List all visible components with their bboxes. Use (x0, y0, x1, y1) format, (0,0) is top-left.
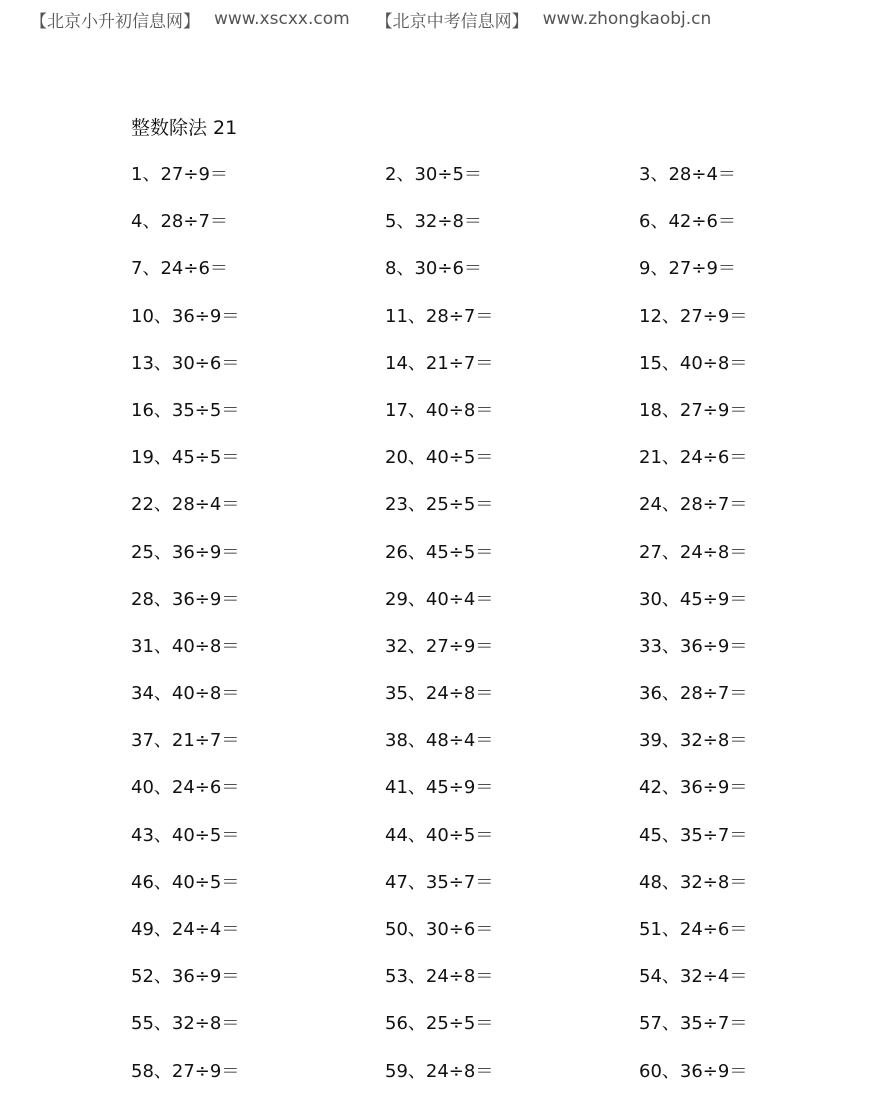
problem-item: 47、35÷7＝ (385, 871, 494, 893)
problem-item: 50、30÷6＝ (385, 919, 494, 940)
problem-item: 52、36÷9＝ (131, 966, 240, 988)
problem-item: 57、35÷7＝ (639, 1013, 748, 1035)
site2-url[interactable]: www.zhongkaobj.cn (542, 9, 712, 29)
problem-item: 19、45÷5＝ (131, 447, 240, 469)
problem-item: 48、32÷8＝ (639, 871, 748, 893)
site1-name: 【北京小升初信息网】 (30, 11, 200, 32)
problem-item: 4、28÷7＝ (131, 211, 228, 233)
problem-item: 28、36÷9＝ (131, 588, 240, 610)
worksheet-title: 整数除法 21 (131, 117, 238, 139)
problem-item: 21、24÷6＝ (639, 447, 748, 469)
page-header (30, 7, 889, 31)
problem-item: 18、27÷9＝ (639, 399, 748, 421)
problem-item: 36、28÷7＝ (639, 683, 748, 705)
problem-item: 35、24÷8＝ (385, 683, 494, 705)
problem-item: 22、28÷4＝ (131, 494, 240, 516)
problem-item: 55、32÷8＝ (131, 1013, 240, 1035)
problem-item: 9、27÷9＝ (639, 258, 736, 280)
problem-item: 32、27÷9＝ (385, 635, 494, 657)
problem-item: 44、40÷5＝ (385, 824, 494, 846)
problem-item: 40、24÷6＝ (131, 777, 240, 799)
problem-item: 13、30÷6＝ (131, 352, 240, 374)
problem-item: 58、27÷9＝ (131, 1060, 240, 1082)
problem-item: 39、32÷8＝ (639, 730, 748, 752)
problem-item: 10、36÷9＝ (131, 305, 240, 327)
problem-item: 41、45÷9＝ (385, 777, 494, 799)
problem-item: 15、40÷8＝ (639, 352, 748, 374)
problem-item: 56、25÷5＝ (385, 1013, 494, 1035)
problem-item: 17、40÷8＝ (385, 399, 494, 421)
problem-item: 60、36÷9＝ (639, 1060, 748, 1082)
problem-item: 33、36÷9＝ (639, 635, 748, 657)
problem-item: 30、45÷9＝ (639, 588, 748, 610)
problem-item: 26、45÷5＝ (385, 541, 494, 563)
problem-item: 42、36÷9＝ (639, 777, 748, 799)
problem-grid (131, 161, 851, 1105)
problem-item: 37、21÷7＝ (131, 730, 240, 752)
problem-item: 46、40÷5＝ (131, 871, 240, 893)
problem-item: 25、36÷9＝ (131, 541, 240, 563)
problem-item: 43、40÷5＝ (131, 824, 240, 846)
problem-item: 24、28÷7＝ (639, 494, 748, 516)
problem-item: 11、28÷7＝ (385, 305, 494, 327)
problem-item: 38、48÷4＝ (385, 730, 494, 752)
problem-item: 49、24÷4＝ (131, 919, 240, 940)
problem-item: 3、28÷4＝ (639, 164, 736, 185)
problem-item: 45、35÷7＝ (639, 824, 748, 846)
problem-item: 6、42÷6＝ (639, 211, 736, 233)
problem-item: 8、30÷6＝ (385, 258, 482, 280)
site1-url[interactable]: www.xscxx.com (214, 9, 350, 29)
problem-item: 54、32÷4＝ (639, 966, 748, 988)
problem-item: 1、27÷9＝ (131, 164, 228, 185)
problem-item: 29、40÷4＝ (385, 588, 494, 610)
site2-name: 【北京中考信息网】 (375, 11, 529, 32)
problem-item: 5、32÷8＝ (385, 211, 482, 233)
problem-item: 27、24÷8＝ (639, 541, 748, 563)
problem-item: 16、35÷5＝ (131, 399, 240, 421)
problem-item: 14、21÷7＝ (385, 352, 494, 374)
problem-item: 23、25÷5＝ (385, 494, 494, 516)
problem-item: 59、24÷8＝ (385, 1060, 494, 1082)
problem-item: 2、30÷5＝ (385, 164, 482, 185)
problem-item: 12、27÷9＝ (639, 305, 748, 327)
problem-item: 51、24÷6＝ (639, 919, 748, 940)
problem-item: 34、40÷8＝ (131, 683, 240, 705)
problem-item: 31、40÷8＝ (131, 635, 240, 657)
problem-item: 7、24÷6＝ (131, 258, 228, 280)
problem-item: 20、40÷5＝ (385, 447, 494, 469)
problem-item: 53、24÷8＝ (385, 966, 494, 988)
